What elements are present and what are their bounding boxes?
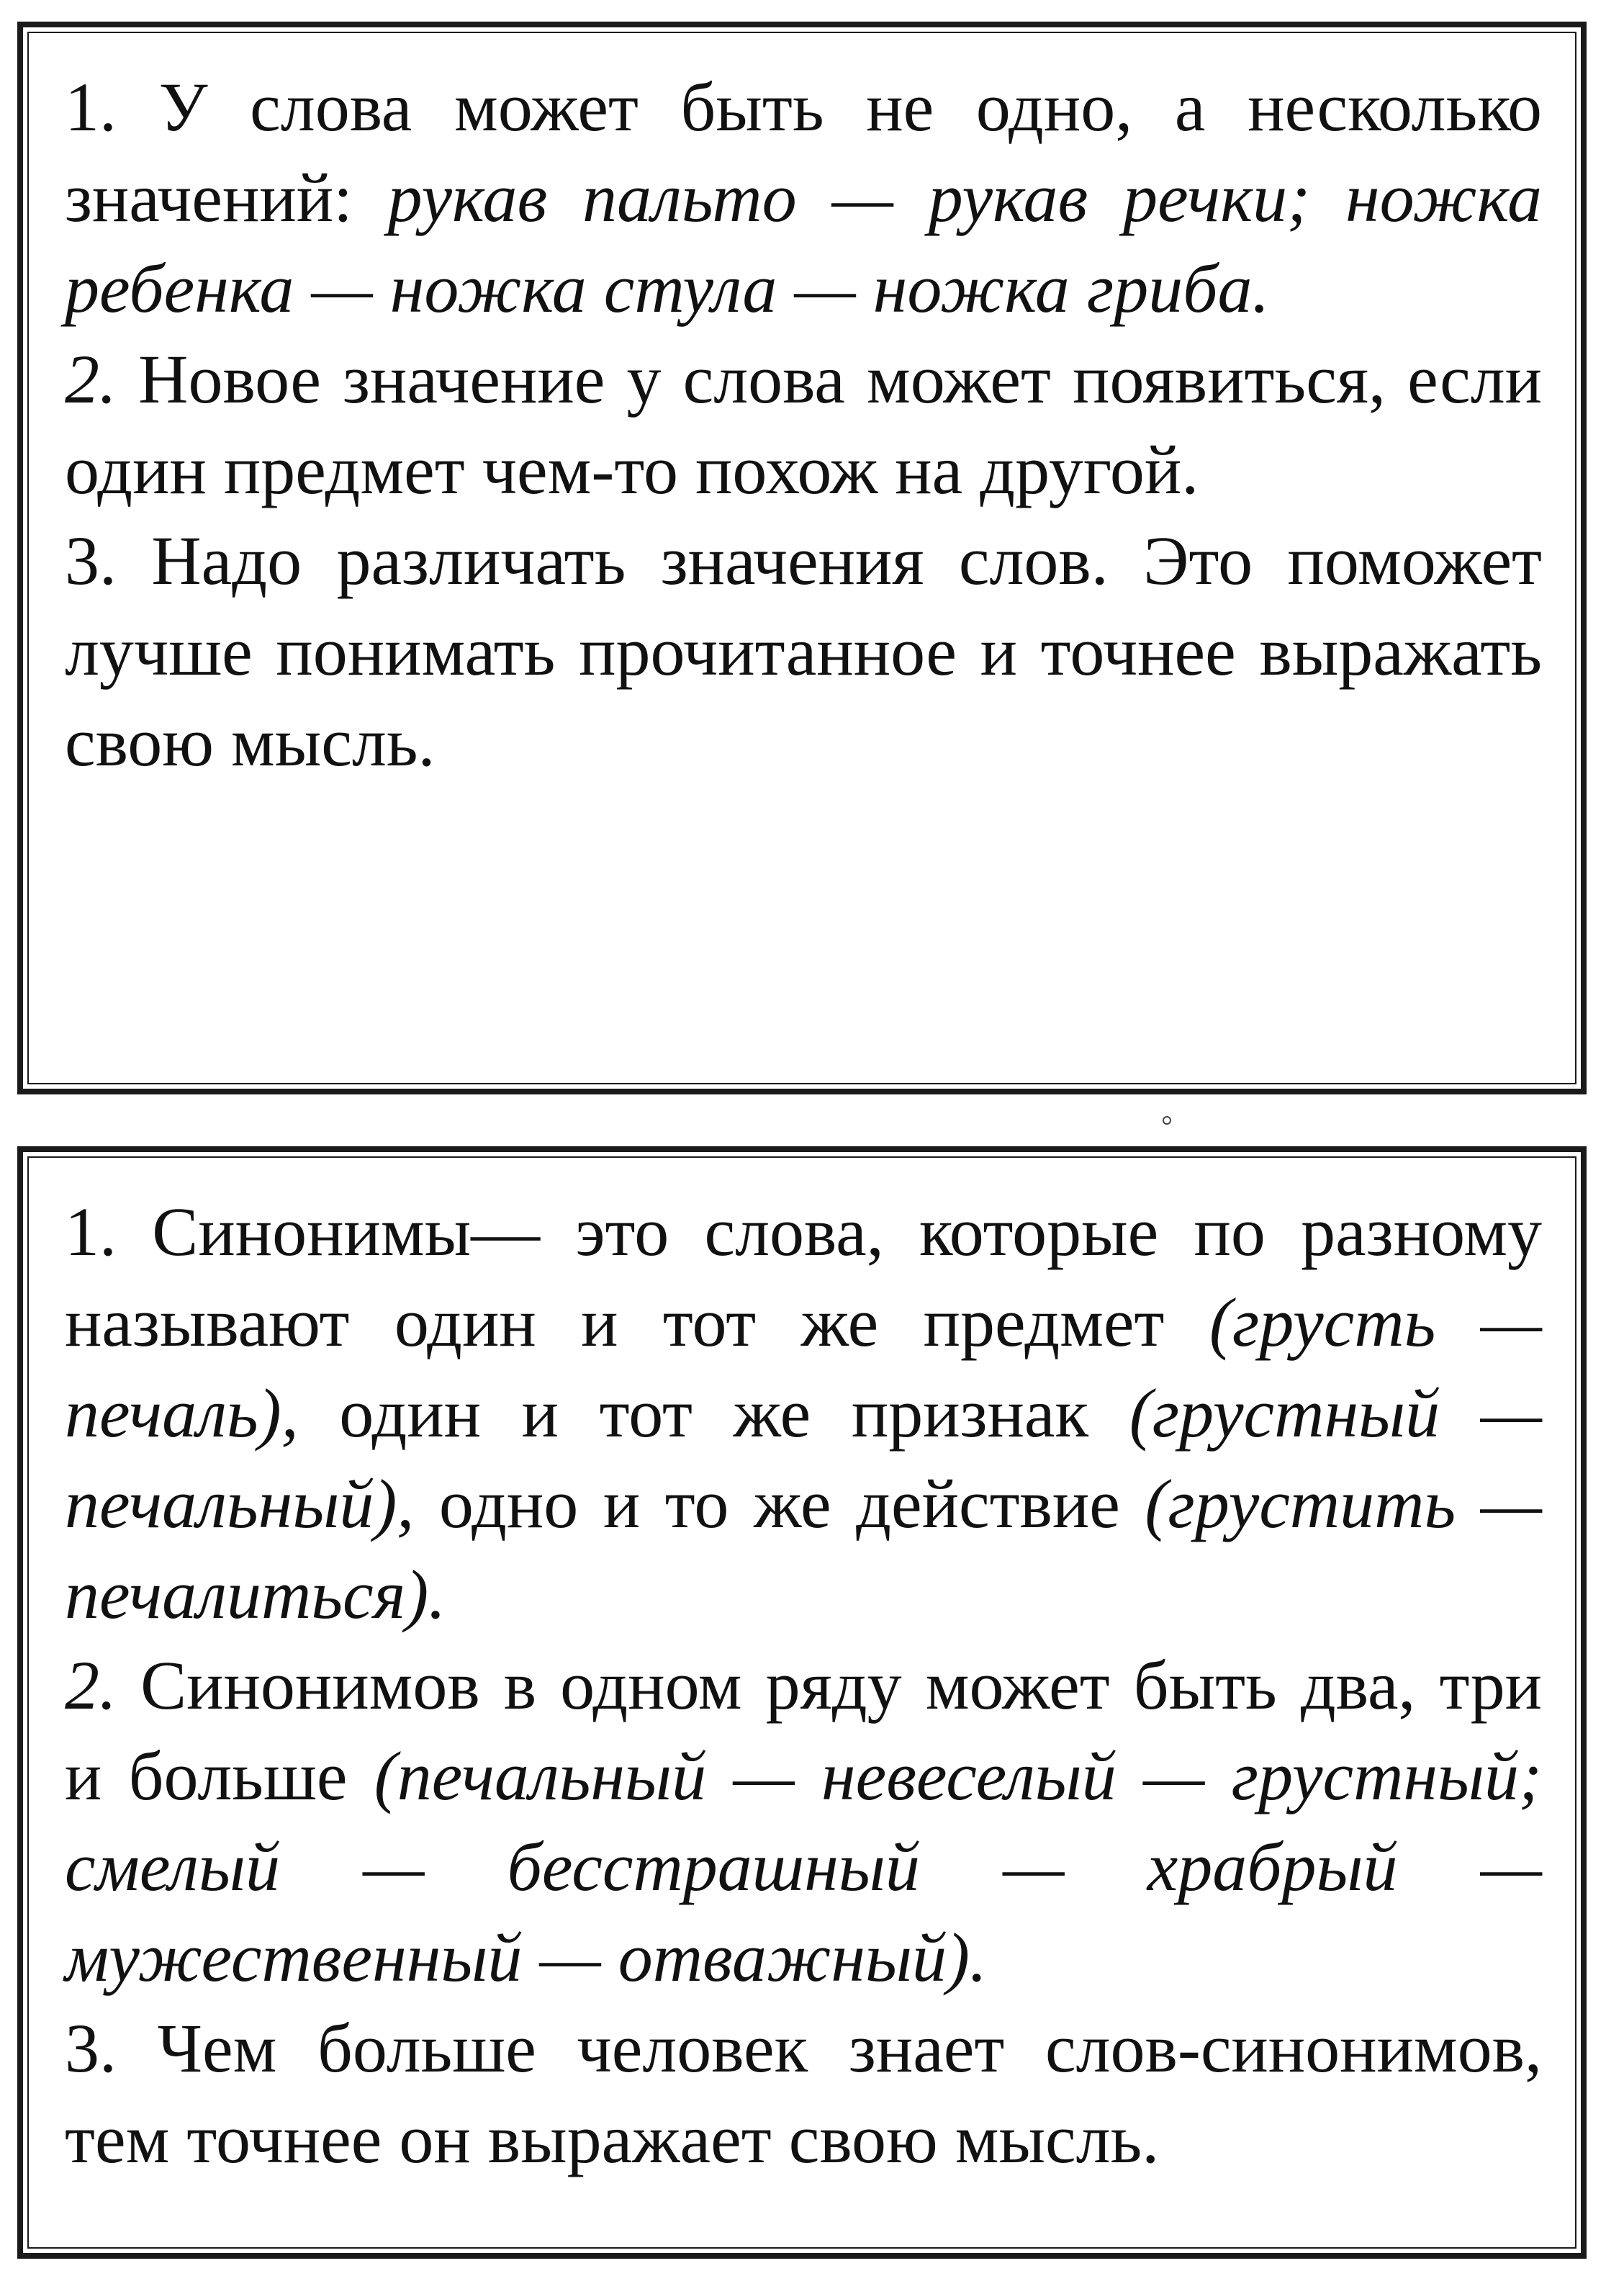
synonyms-rule-1-number: 1. — [65, 1193, 117, 1270]
polysemy-rule-2-text: Новое значение у слова может появиться, если один предмет чем-то похож на другой. — [65, 341, 1543, 508]
synonyms-rule-1-example-a: (грусть — печаль), — [65, 1284, 1543, 1452]
polysemy-rule-1-examples: рукав пальто — рукав речки; ножка ребенка — ножка стула — ножка гриба. — [65, 159, 1542, 327]
polysemy-rule-2 — [65, 334, 1542, 516]
synonyms-rule-1-text-c: одно и то же действие — [438, 1465, 1120, 1542]
polysemy-rule-2-number: 2. — [65, 341, 117, 418]
synonyms-rule-1-example-b: (грустный — печальный), — [65, 1375, 1543, 1542]
polysemy-rule-1-text: У слова может быть не одно, а несколько значений: — [65, 68, 1543, 236]
polysemy-rule-1 — [65, 62, 1542, 334]
synonyms-rule-3 — [65, 2003, 1542, 2185]
synonyms-rule-1 — [65, 1187, 1542, 1640]
synonyms-rule-1-example-c: (грустить — печалиться). — [65, 1465, 1543, 1633]
synonyms-rule-2-number: 2. — [65, 1647, 117, 1724]
synonyms-rule-3-text: Чем больше человек знает слов-синонимов, тем точнее он выражает свою мысль. — [65, 2010, 1543, 2177]
polysemy-rule-3 — [65, 516, 1542, 788]
synonyms-rule-2-examples: (печальный — невеселый — грустный; смелый — бесстрашный — храбрый — мужественный — отважный). — [65, 1737, 1542, 1996]
synonyms-rule-3-number: 3. — [65, 2010, 117, 2087]
rule-card-synonyms — [17, 1146, 1587, 2259]
polysemy-rule-3-text: Надо различать значения слов. Это поможет лучше понимать прочитанное и точнее выражать свою мысль. — [65, 522, 1542, 781]
synonyms-rule-1-text-b: один и тот же признак — [339, 1375, 1089, 1452]
synonyms-rule-2 — [65, 1640, 1542, 2003]
polysemy-rule-1-number: 1. — [65, 68, 117, 145]
rule-card-synonyms-inner — [27, 1156, 1576, 2249]
rule-card-polysemy — [17, 22, 1587, 1094]
rule-card-polysemy-inner — [27, 32, 1576, 1084]
stray-dot-mark — [1163, 1116, 1171, 1125]
polysemy-rule-3-number: 3. — [65, 522, 117, 599]
synonyms-rule-1-text-a: Синонимы— это слова, которые по разному называют один и тот же предмет — [65, 1193, 1543, 1361]
synonyms-rule-2-text: Синонимов в одном ряду может быть два, три и больше — [65, 1647, 1543, 1814]
